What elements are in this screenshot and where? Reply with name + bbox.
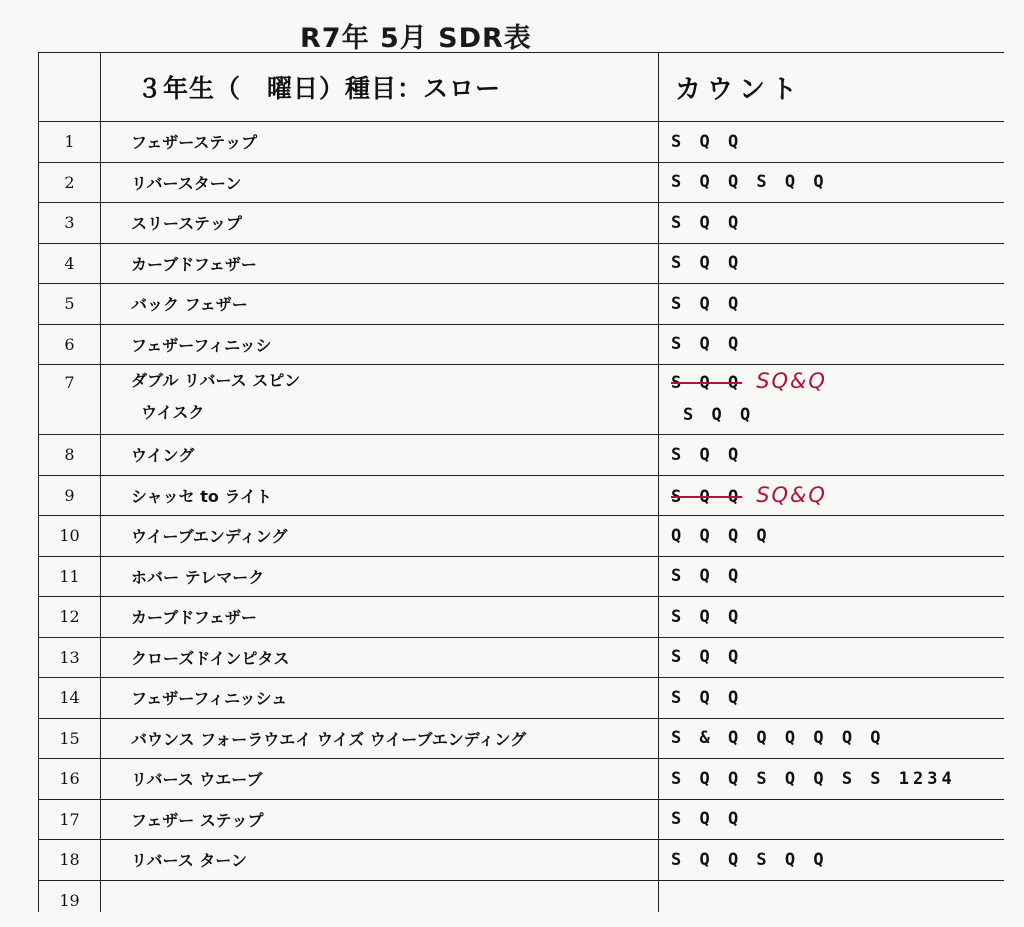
figure-name: シャッセ to ライト bbox=[101, 475, 659, 516]
table-header-row bbox=[39, 53, 1005, 122]
table-row bbox=[39, 597, 1005, 638]
row-number: 10 bbox=[39, 516, 101, 557]
figure-name: フェザーフィニッシュ bbox=[101, 678, 659, 719]
figure-name bbox=[101, 880, 659, 912]
figure-name: バック フェザー bbox=[101, 284, 659, 325]
figure-count bbox=[659, 365, 1005, 435]
table-row bbox=[39, 122, 1005, 163]
table-row bbox=[39, 678, 1005, 719]
figure-name: リバース ウエーブ bbox=[101, 759, 659, 800]
table-row bbox=[39, 718, 1005, 759]
row-number: 15 bbox=[39, 718, 101, 759]
figure-name-line-2: ウイスク bbox=[141, 403, 205, 422]
struck-count: S Q Q bbox=[671, 373, 743, 393]
row-number: 16 bbox=[39, 759, 101, 800]
figure-name: カーブドフェザー bbox=[101, 597, 659, 638]
row-number: 19 bbox=[39, 880, 101, 912]
figure-name: カーブドフェザー bbox=[101, 243, 659, 284]
header-name-cell: ３年生（ 曜日）種目：スロー bbox=[101, 53, 659, 122]
header-number-cell bbox=[39, 53, 101, 122]
figure-name: フェザー ステップ bbox=[101, 799, 659, 840]
table-row bbox=[39, 243, 1005, 284]
row-number: 5 bbox=[39, 284, 101, 325]
figure-name: リバース ターン bbox=[101, 840, 659, 881]
figure-count: S Q Q bbox=[659, 637, 1005, 678]
row-number: 3 bbox=[39, 203, 101, 244]
row-number: 17 bbox=[39, 799, 101, 840]
figure-count: S Q Q bbox=[659, 243, 1005, 284]
figure-name: フェザーステップ bbox=[101, 122, 659, 163]
figure-count: S Q Q bbox=[659, 203, 1005, 244]
table-row bbox=[39, 365, 1005, 435]
table-row bbox=[39, 324, 1005, 365]
figure-name-line-1: ダブル リバース スピン bbox=[131, 371, 301, 390]
figure-count: S Q Q bbox=[659, 799, 1005, 840]
table-row bbox=[39, 880, 1005, 912]
row-number: 6 bbox=[39, 324, 101, 365]
row-number: 12 bbox=[39, 597, 101, 638]
table-row bbox=[39, 840, 1005, 881]
count-line-1 bbox=[671, 365, 1004, 399]
figure-count: S Q Q S Q Q S S 1234 bbox=[659, 759, 1005, 800]
row-number: 2 bbox=[39, 162, 101, 203]
table-row bbox=[39, 162, 1005, 203]
figure-name: フェザーフィニッシ bbox=[101, 324, 659, 365]
handwritten-correction: SQ&Q bbox=[756, 369, 827, 393]
row-number: 14 bbox=[39, 678, 101, 719]
row-number: 13 bbox=[39, 637, 101, 678]
row-number: 8 bbox=[39, 435, 101, 476]
table-row bbox=[39, 516, 1005, 557]
figure-count: S Q Q bbox=[659, 597, 1005, 638]
row-number: 11 bbox=[39, 556, 101, 597]
figure-name: ホバー テレマーク bbox=[101, 556, 659, 597]
table-row bbox=[39, 799, 1005, 840]
figure-count: S & Q Q Q Q Q Q bbox=[659, 718, 1005, 759]
figure-name: ウイング bbox=[101, 435, 659, 476]
figure-count: S Q Q S Q Q bbox=[659, 162, 1005, 203]
row-number: 9 bbox=[39, 475, 101, 516]
table-row bbox=[39, 203, 1005, 244]
table-row bbox=[39, 435, 1005, 476]
figure-count: S Q Q S Q Q bbox=[659, 840, 1005, 881]
figure-name: バウンス フォーラウエイ ウイズ ウイーブエンディング bbox=[101, 718, 659, 759]
figure-count bbox=[659, 475, 1005, 516]
figure-name: ウイーブエンディング bbox=[101, 516, 659, 557]
handwritten-correction: SQ&Q bbox=[756, 483, 827, 508]
row-number: 18 bbox=[39, 840, 101, 881]
figure-count: S Q Q bbox=[659, 556, 1005, 597]
table-row bbox=[39, 556, 1005, 597]
figure-name: リバースターン bbox=[101, 162, 659, 203]
header-count-cell: カウント bbox=[659, 53, 1005, 122]
row-number: 7 bbox=[39, 365, 101, 435]
sdr-table bbox=[38, 52, 1004, 912]
table-row bbox=[39, 759, 1005, 800]
figure-name bbox=[101, 365, 659, 435]
count-line-2: S Q Q bbox=[683, 405, 755, 425]
figure-name: クローズドインピタス bbox=[101, 637, 659, 678]
table-row bbox=[39, 475, 1005, 516]
figure-count: S Q Q bbox=[659, 678, 1005, 719]
table-row bbox=[39, 637, 1005, 678]
struck-count: S Q Q bbox=[671, 487, 743, 508]
table-row bbox=[39, 284, 1005, 325]
figure-count: S Q Q bbox=[659, 284, 1005, 325]
figure-name: スリーステップ bbox=[101, 203, 659, 244]
row-number: 1 bbox=[39, 122, 101, 163]
figure-count bbox=[659, 880, 1005, 912]
figure-count: S Q Q bbox=[659, 435, 1005, 476]
sdr-table-container bbox=[38, 52, 1004, 912]
page-title: R7年 5月 SDR表 bbox=[300, 23, 532, 54]
figure-count: S Q Q bbox=[659, 122, 1005, 163]
figure-count: S Q Q bbox=[659, 324, 1005, 365]
row-number: 4 bbox=[39, 243, 101, 284]
figure-count: Q Q Q Q bbox=[659, 516, 1005, 557]
